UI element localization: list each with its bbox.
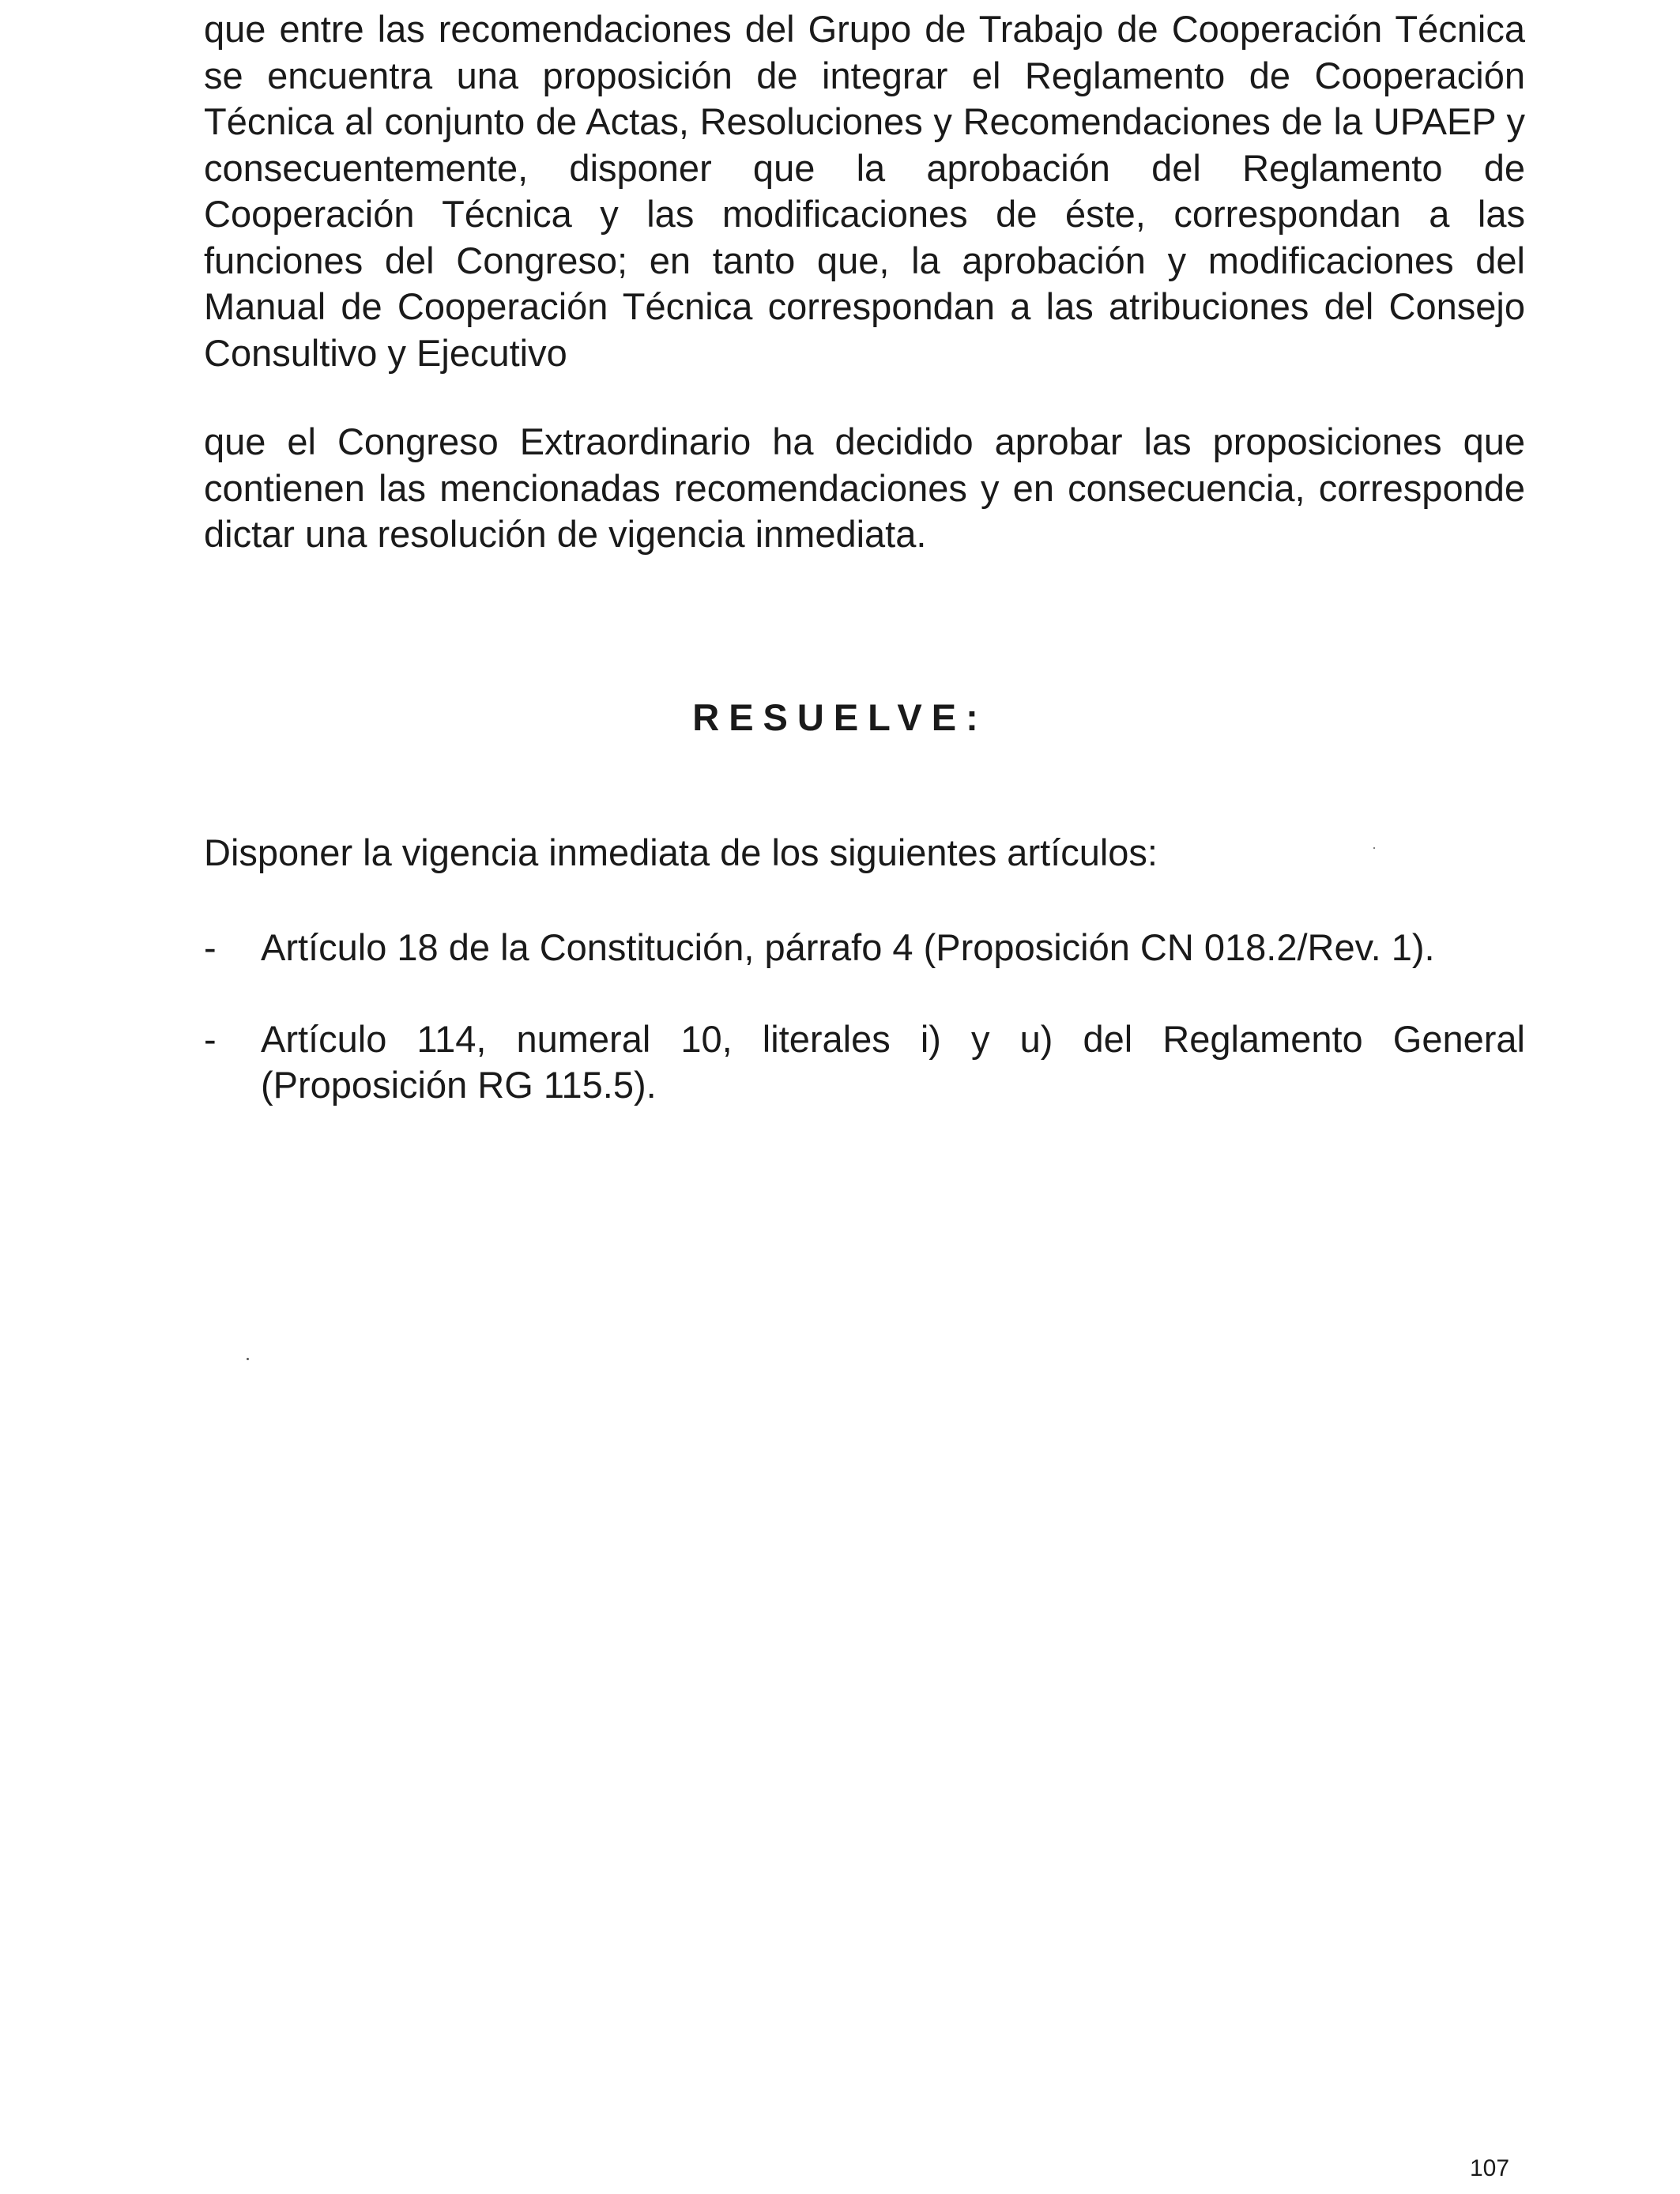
articles-list bbox=[204, 925, 1525, 1154]
scan-speck bbox=[247, 1358, 249, 1360]
list-item bbox=[204, 1016, 1525, 1108]
resolution-heading: RESUELVE: bbox=[692, 696, 988, 738]
article-text: Artículo 114, numeral 10, literales i) y u) del Reglamento General (Proposición RG 115.5). bbox=[261, 1018, 1525, 1106]
considerando-paragraph-2: que el Congreso Extraordinario ha decidido aprobar las proposiciones que contienen las mencionadas recomendaciones y en consecuencia, corresponde dictar una resolución de vigencia inmediata. bbox=[204, 420, 1525, 555]
scan-speck bbox=[1373, 847, 1375, 849]
resolution-intro: Disponer la vigencia inmediata de los siguientes artículos: bbox=[204, 831, 1158, 873]
list-item bbox=[204, 925, 1525, 971]
considerando-paragraph-1: que entre las recomendaciones del Grupo de Trabajo de Cooperación Técnica se encuentra una proposición de integrar el Reglamento de Cooperación Técnica al conjunto de Actas, Resoluciones y Recomendaciones de la UPAEP y consecuentemente, disponer que la aprobación del Reglamento de Cooperación Técnica y las modificaciones de éste, correspondan a las funciones del Congreso; en tanto que, la aprobación y modificaciones del Manual de Cooperación Técnica correspondan a las atribuciones del Consejo Consultivo y Ejecutivo bbox=[204, 8, 1525, 374]
article-text: Artículo 18 de la Constitución, párrafo 4 (Proposición CN 018.2/Rev. 1). bbox=[261, 926, 1435, 968]
page-number: 107 bbox=[1470, 2155, 1510, 2181]
list-dash: - bbox=[204, 1018, 217, 1060]
list-dash: - bbox=[204, 926, 217, 968]
